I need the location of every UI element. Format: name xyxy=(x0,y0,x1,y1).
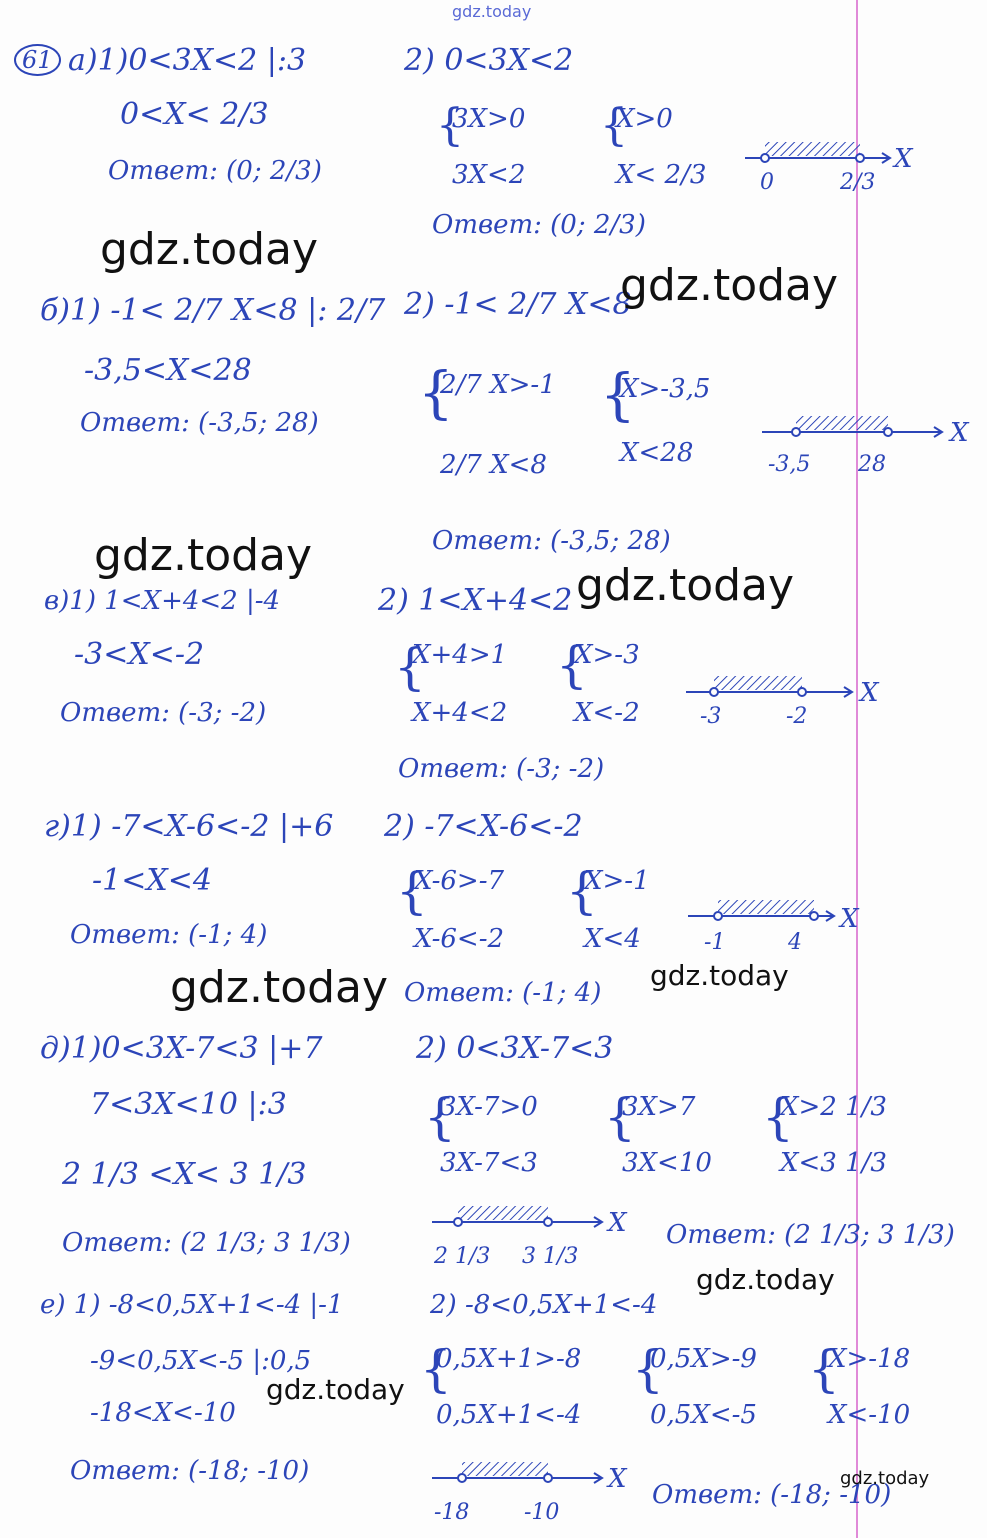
b-sys1-line-2: 2/7 X<8 xyxy=(440,450,547,480)
f-tick-1: -18 xyxy=(434,1500,470,1525)
d-axis-label: X xyxy=(840,904,859,934)
c-sys2-line-1: X>-3 xyxy=(574,640,640,670)
watermark-8: gdz.today xyxy=(266,1373,405,1406)
c-sys1-line-1: X+4>1 xyxy=(412,640,508,670)
b-left-answer: Ответ: (-3,5; 28) xyxy=(80,408,319,438)
e-left-line-1: д)1)0<3X-7<3 |+7 xyxy=(40,1031,323,1066)
d-sys2-line-1: X>-1 xyxy=(584,866,650,896)
f-brace-1: { xyxy=(420,1340,452,1398)
number-line-e xyxy=(432,1204,622,1244)
e-sys3-line-1: X>2 1/3 xyxy=(780,1092,887,1122)
d-tick-1: -1 xyxy=(704,930,726,955)
watermark-3: gdz.today xyxy=(94,530,313,581)
e-sys3-line-2: X<3 1/3 xyxy=(780,1148,887,1178)
d-left-answer: Ответ: (-1; 4) xyxy=(70,920,268,950)
a-sys1-line-2: 3X<2 xyxy=(452,160,526,190)
b-sys2-line-2: X<28 xyxy=(620,438,694,468)
d-tick-2: 4 xyxy=(788,930,802,955)
b-left-line-1: б)1) -1< 2/7 X<8 |: 2/7 xyxy=(40,293,386,328)
c-brace-1: { xyxy=(394,638,426,696)
a-sys2-line-1: X>0 xyxy=(616,104,673,134)
f-sys3-line-1: X>-18 xyxy=(828,1344,911,1374)
c-right-answer: Ответ: (-3; -2) xyxy=(398,754,605,784)
a-left-answer: Ответ: (0; 2/3) xyxy=(108,156,322,186)
c-right-title: 2) 1<X+4<2 xyxy=(378,583,573,618)
f-sys1-line-1: 0,5X+1>-8 xyxy=(436,1344,582,1374)
watermark-1: gdz.today xyxy=(100,224,319,275)
a-axis-label: X xyxy=(894,144,913,174)
watermark-top: gdz.today xyxy=(452,2,532,21)
number-line-b xyxy=(762,414,952,454)
a-left-line-2: 0<X< 2/3 xyxy=(120,97,269,132)
margin-line xyxy=(856,0,858,1538)
number-line-f xyxy=(432,1460,622,1500)
b-tick-2: 28 xyxy=(858,452,886,477)
d-left-line-1: г)1) -7<X-6<-2 |+6 xyxy=(44,809,334,844)
c-axis-label: X xyxy=(860,678,879,708)
watermark-4: gdz.today xyxy=(576,560,795,611)
f-left-answer: Ответ: (-18; -10) xyxy=(70,1456,310,1486)
e-left-answer: Ответ: (2 1/3; 3 1/3) xyxy=(62,1228,351,1258)
f-sys2-line-2: 0,5X<-5 xyxy=(650,1400,757,1430)
f-tick-2: -10 xyxy=(524,1500,560,1525)
f-axis-label: X xyxy=(608,1464,627,1494)
a-brace-2: { xyxy=(600,100,628,151)
b-tick-1: -3,5 xyxy=(768,452,811,477)
e-sys2-line-1: 3X>7 xyxy=(622,1092,696,1122)
a-left-line-1: a)1)0<3X<2 |:3 xyxy=(68,43,307,78)
d-brace-1: { xyxy=(396,862,428,920)
watermark-9: gdz.today xyxy=(840,1468,930,1489)
e-left-line-2: 7<3X<10 |:3 xyxy=(90,1087,287,1122)
f-sys1-line-2: 0,5X+1<-4 xyxy=(436,1400,582,1430)
b-brace-2: { xyxy=(600,363,636,428)
c-left-line-1: в)1) 1<X+4<2 |-4 xyxy=(44,586,281,616)
e-sys1-line-1: 3X-7>0 xyxy=(440,1092,538,1122)
c-brace-2: { xyxy=(556,636,588,694)
watermark-7: gdz.today xyxy=(696,1263,835,1296)
e-tick-2: 3 1/3 xyxy=(522,1244,579,1269)
c-left-line-2: -3<X<-2 xyxy=(74,637,205,672)
e-axis-label: X xyxy=(608,1208,627,1238)
d-right-answer: Ответ: (-1; 4) xyxy=(404,978,602,1008)
c-tick-2: -2 xyxy=(786,704,808,729)
d-brace-2: { xyxy=(566,862,598,920)
f-brace-3: { xyxy=(808,1340,840,1398)
d-sys1-line-2: X-6<-2 xyxy=(414,924,505,954)
e-sys1-line-2: 3X-7<3 xyxy=(440,1148,538,1178)
f-sys2-line-1: 0,5X>-9 xyxy=(650,1344,757,1374)
f-sys3-line-2: X<-10 xyxy=(828,1400,911,1430)
watermark-2: gdz.today xyxy=(620,260,839,311)
e-brace-3: { xyxy=(762,1088,794,1146)
f-left-line-3: -18<X<-10 xyxy=(90,1398,236,1428)
a-brace-1: { xyxy=(436,100,464,151)
e-right-answer: Ответ: (2 1/3; 3 1/3) xyxy=(666,1220,955,1250)
e-brace-2: { xyxy=(604,1088,636,1146)
b-right-title: 2) -1< 2/7 X<8 xyxy=(404,287,632,322)
f-left-line-2: -9<0,5X<-5 |:0,5 xyxy=(90,1346,312,1376)
a-right-answer: Ответ: (0; 2/3) xyxy=(432,210,646,240)
a-sys1-line-1: 3X>0 xyxy=(452,104,526,134)
e-brace-1: { xyxy=(424,1088,456,1146)
c-left-answer: Ответ: (-3; -2) xyxy=(60,698,267,728)
e-right-title: 2) 0<3X-7<3 xyxy=(416,1031,614,1066)
b-left-line-2: -3,5<X<28 xyxy=(84,353,252,388)
f-right-title: 2) -8<0,5X+1<-4 xyxy=(430,1290,658,1320)
f-left-line-1: е) 1) -8<0,5X+1<-4 |-1 xyxy=(40,1290,344,1320)
d-sys2-line-2: X<4 xyxy=(584,924,641,954)
d-sys1-line-1: X-6>-7 xyxy=(414,866,505,896)
d-right-title: 2) -7<X-6<-2 xyxy=(384,809,583,844)
b-sys1-line-1: 2/7 X>-1 xyxy=(440,370,556,400)
c-sys1-line-2: X+4<2 xyxy=(412,698,508,728)
b-right-answer: Ответ: (-3,5; 28) xyxy=(432,526,671,556)
c-sys2-line-2: X<-2 xyxy=(574,698,640,728)
e-sys2-line-2: 3X<10 xyxy=(622,1148,712,1178)
a-sys2-line-2: X< 2/3 xyxy=(616,160,707,190)
watermark-5: gdz.today xyxy=(170,962,389,1013)
e-tick-1: 2 1/3 xyxy=(434,1244,491,1269)
problem-number: 61 xyxy=(14,44,61,76)
a-tick-2: 2/3 xyxy=(840,170,876,195)
a-tick-1: 0 xyxy=(760,170,774,195)
b-brace-1: { xyxy=(418,361,454,426)
a-right-title: 2) 0<3X<2 xyxy=(404,43,574,78)
f-right-answer: Ответ: (-18; -10) xyxy=(652,1480,892,1510)
watermark-6: gdz.today xyxy=(650,959,789,992)
d-left-line-2: -1<X<4 xyxy=(92,863,212,898)
e-left-line-3: 2 1/3 <X< 3 1/3 xyxy=(62,1157,307,1192)
f-brace-2: { xyxy=(632,1340,664,1398)
b-sys2-line-1: X>-3,5 xyxy=(620,374,711,404)
b-axis-label: X xyxy=(950,418,969,448)
c-tick-1: -3 xyxy=(700,704,722,729)
